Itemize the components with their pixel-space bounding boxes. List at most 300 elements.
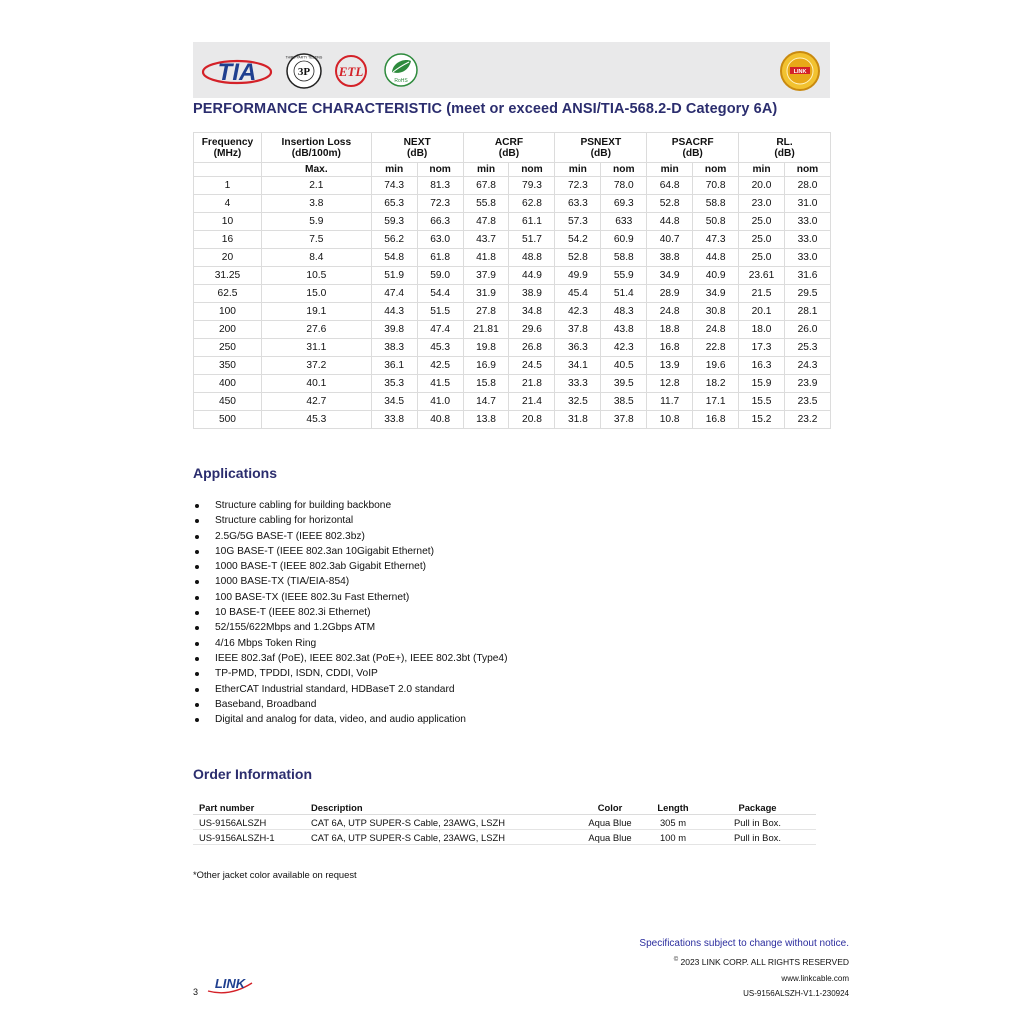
perf-table-cell: 44.8 xyxy=(693,249,739,267)
perf-table-cell: 72.3 xyxy=(555,177,601,195)
application-item xyxy=(193,636,508,651)
perf-table-cell: 42.7 xyxy=(261,393,371,411)
perf-table-cell: 35.3 xyxy=(371,375,417,393)
perf-table-cell: 40.7 xyxy=(647,231,693,249)
perf-subheader-cell: min xyxy=(371,163,417,177)
bullet-icon xyxy=(195,642,199,646)
perf-table-cell: 60.9 xyxy=(601,231,647,249)
perf-table-cell: 66.3 xyxy=(417,213,463,231)
perf-table-cell: 17.1 xyxy=(693,393,739,411)
perf-table-cell: 54.8 xyxy=(371,249,417,267)
perf-table-cell: 20.1 xyxy=(739,303,785,321)
perf-table-row xyxy=(194,249,831,267)
application-item-text: 100 BASE-TX (IEEE 802.3u Fast Ethernet) xyxy=(215,591,410,603)
perf-table-cell: 40.1 xyxy=(261,375,371,393)
perf-table-cell: 14.7 xyxy=(463,393,509,411)
threep-ring-text: THIRD PARTY TESTING xyxy=(285,55,323,60)
perf-table-cell: 59.3 xyxy=(371,213,417,231)
perf-table-cell: 28.1 xyxy=(784,303,830,321)
perf-table-cell: 21.5 xyxy=(739,285,785,303)
perf-table-cell: 12.8 xyxy=(647,375,693,393)
order-table-cell: Aqua Blue xyxy=(573,815,647,830)
perf-table-cell: 31.0 xyxy=(784,195,830,213)
perf-table-cell: 16.3 xyxy=(739,357,785,375)
perf-table-row xyxy=(194,357,831,375)
perf-table-cell: 15.8 xyxy=(463,375,509,393)
spec-change-notice: Specifications subject to change without notice. xyxy=(639,938,849,949)
application-item-text: IEEE 802.3af (PoE), IEEE 802.3at (PoE+), IEEE 802.3bt (Type4) xyxy=(215,652,508,664)
perf-table-cell: 26.8 xyxy=(509,339,555,357)
perf-table-cell: 54.4 xyxy=(417,285,463,303)
perf-table-cell: 41.0 xyxy=(417,393,463,411)
perf-table-cell: 10.5 xyxy=(261,267,371,285)
perf-header-unit: (dB) xyxy=(406,147,428,159)
perf-table-cell: 37.2 xyxy=(261,357,371,375)
perf-table-cell: 45.3 xyxy=(417,339,463,357)
perf-table-cell: 1 xyxy=(194,177,262,195)
perf-header-unit: (dB) xyxy=(590,147,611,159)
order-header-cell: Package xyxy=(699,800,816,815)
perf-table-cell: 18.0 xyxy=(739,321,785,339)
rohs-logo-text: RoHS xyxy=(394,78,408,84)
perf-table-cell: 47.8 xyxy=(463,213,509,231)
perf-table-cell: 58.8 xyxy=(601,249,647,267)
order-header-cell: Color xyxy=(573,800,647,815)
order-table-cell: Pull in Box. xyxy=(699,830,816,845)
perf-table-cell: 15.5 xyxy=(739,393,785,411)
perf-table-cell: 63.3 xyxy=(555,195,601,213)
perf-table-row xyxy=(194,411,831,429)
perf-table-cell: 200 xyxy=(194,321,262,339)
perf-table-cell: 31.1 xyxy=(261,339,371,357)
perf-table-cell: 25.0 xyxy=(739,249,785,267)
perf-table-cell: 29.5 xyxy=(784,285,830,303)
application-item xyxy=(193,682,508,697)
application-item xyxy=(193,651,508,666)
application-item-text: Structure cabling for horizontal xyxy=(215,515,354,527)
perf-table-row xyxy=(194,195,831,213)
bullet-icon xyxy=(195,718,199,722)
tia-logo xyxy=(201,56,273,86)
perf-table-cell: 19.8 xyxy=(463,339,509,357)
perf-table-cell: 34.9 xyxy=(693,285,739,303)
application-item xyxy=(193,544,508,559)
perf-table-row xyxy=(194,393,831,411)
perf-table-cell: 13.8 xyxy=(463,411,509,429)
perf-table-cell: 51.7 xyxy=(509,231,555,249)
perf-subheader-cell: nom xyxy=(417,163,463,177)
perf-table-cell: 44.3 xyxy=(371,303,417,321)
perf-table-row xyxy=(194,285,831,303)
perf-subheader-cell: nom xyxy=(784,163,830,177)
perf-table-cell: 400 xyxy=(194,375,262,393)
perf-header-unit: (dB) xyxy=(682,147,703,159)
perf-table-cell: 28.9 xyxy=(647,285,693,303)
performance-table xyxy=(193,132,831,429)
perf-table-cell: 40.5 xyxy=(601,357,647,375)
perf-table-cell: 34.1 xyxy=(555,357,601,375)
perf-table-cell: 10 xyxy=(194,213,262,231)
perf-table-cell: 69.3 xyxy=(601,195,647,213)
perf-table-cell: 17.3 xyxy=(739,339,785,357)
application-item xyxy=(193,529,508,544)
application-item xyxy=(193,712,508,727)
perf-subheader-cell: min xyxy=(739,163,785,177)
application-item xyxy=(193,697,508,712)
perf-table-cell: 51.4 xyxy=(601,285,647,303)
perf-table-cell: 31.25 xyxy=(194,267,262,285)
bullet-icon xyxy=(195,504,199,508)
perf-table-cell: 67.8 xyxy=(463,177,509,195)
bullet-icon xyxy=(195,611,199,615)
perf-table-cell: 16 xyxy=(194,231,262,249)
application-item-text: Digital and analog for data, video, and audio application xyxy=(215,714,466,726)
order-table-cell: Aqua Blue xyxy=(573,830,647,845)
perf-table-cell: 81.3 xyxy=(417,177,463,195)
perf-table-cell: 43.7 xyxy=(463,231,509,249)
application-item xyxy=(193,498,508,513)
perf-table-cell: 79.3 xyxy=(509,177,555,195)
performance-title: PERFORMANCE CHARACTERISTIC (meet or exceed ANSI/TIA-568.2-D Category 6A) xyxy=(193,101,778,117)
perf-table-cell: 250 xyxy=(194,339,262,357)
perf-table-cell: 16.9 xyxy=(463,357,509,375)
perf-header-unit: (dB) xyxy=(774,147,795,159)
application-item-text: 10G BASE-T (IEEE 802.3an 10Gigabit Ethernet) xyxy=(215,545,434,557)
perf-table-cell: 56.2 xyxy=(371,231,417,249)
link-logo xyxy=(204,973,256,997)
perf-table-cell: 37.8 xyxy=(555,321,601,339)
perf-table-cell: 10.8 xyxy=(647,411,693,429)
perf-table-cell: 48.8 xyxy=(509,249,555,267)
perf-table-cell: 16.8 xyxy=(647,339,693,357)
perf-table-row xyxy=(194,267,831,285)
perf-table-cell: 4 xyxy=(194,195,262,213)
perf-table-cell: 24.3 xyxy=(784,357,830,375)
perf-table-cell: 55.9 xyxy=(601,267,647,285)
perf-table-cell: 42.3 xyxy=(601,339,647,357)
bullet-icon xyxy=(195,688,199,692)
perf-table-cell: 350 xyxy=(194,357,262,375)
perf-table-cell: 21.81 xyxy=(463,321,509,339)
perf-header-cell xyxy=(261,133,371,163)
perf-table-cell: 41.5 xyxy=(417,375,463,393)
application-item-text: 1000 BASE-TX (TIA/EIA-854) xyxy=(215,576,350,588)
bullet-icon xyxy=(195,672,199,676)
perf-table-cell: 32.5 xyxy=(555,393,601,411)
copyright-symbol: © xyxy=(673,957,679,964)
perf-table-cell: 19.6 xyxy=(693,357,739,375)
etl-logo-text: ETL xyxy=(338,64,364,79)
applications-title: Applications xyxy=(193,465,278,481)
application-item-text: EtherCAT Industrial standard, HDBaseT 2.0 standard xyxy=(215,683,455,695)
perf-table-cell: 47.3 xyxy=(693,231,739,249)
perf-header-label: RL. xyxy=(776,136,793,148)
page-number: 3 xyxy=(193,987,199,997)
jacket-color-note: *Other jacket color available on request xyxy=(193,869,357,880)
perf-table-cell: 39.5 xyxy=(601,375,647,393)
perf-table-cell: 38.9 xyxy=(509,285,555,303)
perf-table-cell: 50.8 xyxy=(693,213,739,231)
perf-table-cell: 55.8 xyxy=(463,195,509,213)
perf-table-cell: 70.8 xyxy=(693,177,739,195)
order-header-cell: Part number xyxy=(193,800,305,815)
perf-table-cell: 36.1 xyxy=(371,357,417,375)
perf-table-cell: 37.8 xyxy=(601,411,647,429)
bullet-icon xyxy=(195,519,199,523)
perf-table-cell: 20 xyxy=(194,249,262,267)
perf-table-cell: 43.8 xyxy=(601,321,647,339)
application-item-text: 1000 BASE-T (IEEE 802.3ab Gigabit Ethernet) xyxy=(215,561,427,573)
perf-table-cell: 61.8 xyxy=(417,249,463,267)
award-badge-text: LINK xyxy=(793,69,807,75)
perf-table-cell: 42.5 xyxy=(417,357,463,375)
perf-table-cell: 25.3 xyxy=(784,339,830,357)
perf-table-row xyxy=(194,213,831,231)
perf-table-cell: 24.8 xyxy=(693,321,739,339)
perf-table-cell: 40.8 xyxy=(417,411,463,429)
perf-subheader-cell: min xyxy=(555,163,601,177)
perf-table-cell: 38.5 xyxy=(601,393,647,411)
perf-header-cell xyxy=(371,133,463,163)
perf-table-cell: 21.8 xyxy=(509,375,555,393)
order-table xyxy=(193,800,816,845)
application-item xyxy=(193,605,508,620)
perf-header-label: ACRF xyxy=(494,136,524,148)
perf-subheader-cell: nom xyxy=(693,163,739,177)
application-item xyxy=(193,590,508,605)
perf-table-cell: 34.8 xyxy=(509,303,555,321)
perf-table-cell: 23.2 xyxy=(784,411,830,429)
perf-table-cell: 633 xyxy=(601,213,647,231)
bullet-icon xyxy=(195,703,199,707)
perf-table-cell: 24.5 xyxy=(509,357,555,375)
perf-table-cell: 34.9 xyxy=(647,267,693,285)
bullet-icon xyxy=(195,657,199,661)
perf-table-cell: 78.0 xyxy=(601,177,647,195)
perf-header-label: PSACRF xyxy=(671,136,714,148)
perf-table-cell: 33.3 xyxy=(555,375,601,393)
perf-table-cell: 51.5 xyxy=(417,303,463,321)
perf-table-cell: 31.8 xyxy=(555,411,601,429)
bullet-icon xyxy=(195,626,199,630)
order-table-cell: US-9156ALSZH xyxy=(193,815,305,830)
perf-table-cell: 45.4 xyxy=(555,285,601,303)
perf-table-cell: 29.6 xyxy=(509,321,555,339)
perf-table-cell: 59.0 xyxy=(417,267,463,285)
perf-table-cell: 21.4 xyxy=(509,393,555,411)
perf-table-cell: 27.6 xyxy=(261,321,371,339)
application-item-text: 4/16 Mbps Token Ring xyxy=(215,637,317,649)
perf-table-row xyxy=(194,375,831,393)
perf-table-cell: 11.7 xyxy=(647,393,693,411)
order-table-cell: CAT 6A, UTP SUPER-S Cable, 23AWG, LSZH xyxy=(305,830,573,845)
perf-table-cell: 63.0 xyxy=(417,231,463,249)
perf-table-cell: 40.9 xyxy=(693,267,739,285)
perf-table-row xyxy=(194,177,831,195)
perf-header-label: Frequency xyxy=(201,136,254,148)
bullet-icon xyxy=(195,565,199,569)
link-award-badge xyxy=(779,50,821,92)
perf-table-cell: 33.8 xyxy=(371,411,417,429)
logo-band xyxy=(193,42,830,98)
copyright-text: 2023 LINK CORP. ALL RIGHTS RESERVED xyxy=(680,957,849,967)
perf-table-cell: 15.9 xyxy=(739,375,785,393)
applications-list xyxy=(193,498,508,727)
perf-header-unit: (dB) xyxy=(498,147,520,159)
tia-logo-text: TIA xyxy=(217,59,257,86)
perf-table-row xyxy=(194,303,831,321)
perf-table-cell: 44.8 xyxy=(647,213,693,231)
order-table-row xyxy=(193,815,816,830)
perf-table-cell: 45.3 xyxy=(261,411,371,429)
application-item xyxy=(193,574,508,589)
perf-table-cell: 47.4 xyxy=(417,321,463,339)
perf-table-cell: 65.3 xyxy=(371,195,417,213)
perf-table-cell: 39.8 xyxy=(371,321,417,339)
perf-table-cell: 33.0 xyxy=(784,231,830,249)
threep-logo-text: 3P xyxy=(297,66,311,78)
perf-table-cell: 62.8 xyxy=(509,195,555,213)
perf-table-cell: 3.8 xyxy=(261,195,371,213)
perf-subheader-cell: Max. xyxy=(261,163,371,177)
perf-table-cell: 2.1 xyxy=(261,177,371,195)
perf-table-cell: 74.3 xyxy=(371,177,417,195)
order-table-cell: US-9156ALSZH-1 xyxy=(193,830,305,845)
perf-table-row xyxy=(194,231,831,249)
perf-header-label: Insertion Loss xyxy=(281,136,352,148)
application-item xyxy=(193,620,508,635)
perf-table-cell: 47.4 xyxy=(371,285,417,303)
perf-table-cell: 64.8 xyxy=(647,177,693,195)
perf-table-cell: 27.8 xyxy=(463,303,509,321)
order-table-cell: 305 m xyxy=(647,815,699,830)
link-logo-text: LINK xyxy=(214,976,246,991)
perf-table-cell: 38.8 xyxy=(647,249,693,267)
perf-table-row xyxy=(194,321,831,339)
perf-table-cell: 100 xyxy=(194,303,262,321)
perf-table-cell: 44.9 xyxy=(509,267,555,285)
application-item xyxy=(193,559,508,574)
third-party-testing-logo xyxy=(285,52,323,90)
application-item-text: Baseband, Broadband xyxy=(215,698,317,710)
perf-table-cell: 30.8 xyxy=(693,303,739,321)
website-text: www.linkcable.com xyxy=(781,974,849,983)
copyright-line xyxy=(674,957,849,967)
perf-header-unit: (dB/100m) xyxy=(291,147,341,159)
perf-table-cell: 7.5 xyxy=(261,231,371,249)
perf-table-cell: 25.0 xyxy=(739,213,785,231)
application-item-text: 52/155/622Mbps and 1.2Gbps ATM xyxy=(215,622,376,634)
perf-table-cell: 23.9 xyxy=(784,375,830,393)
perf-table-cell: 15.0 xyxy=(261,285,371,303)
perf-table-cell: 20.0 xyxy=(739,177,785,195)
bullet-icon xyxy=(195,535,199,539)
order-table-cell: Pull in Box. xyxy=(699,815,816,830)
bullet-icon xyxy=(195,596,199,600)
perf-header-unit: (MHz) xyxy=(213,147,242,159)
perf-table-cell: 13.9 xyxy=(647,357,693,375)
perf-table-cell: 18.2 xyxy=(693,375,739,393)
perf-table-cell: 24.8 xyxy=(647,303,693,321)
perf-table-cell: 23.61 xyxy=(739,267,785,285)
perf-table-cell: 25.0 xyxy=(739,231,785,249)
order-table-cell: CAT 6A, UTP SUPER-S Cable, 23AWG, LSZH xyxy=(305,815,573,830)
order-information-title: Order Information xyxy=(193,766,313,782)
perf-table-cell: 5.9 xyxy=(261,213,371,231)
perf-header-cell xyxy=(555,133,647,163)
perf-table-cell: 22.8 xyxy=(693,339,739,357)
perf-table-cell: 61.1 xyxy=(509,213,555,231)
order-table-row xyxy=(193,830,816,845)
perf-table-cell: 16.8 xyxy=(693,411,739,429)
perf-table-cell: 19.1 xyxy=(261,303,371,321)
order-header-cell: Description xyxy=(305,800,573,815)
perf-table-cell: 28.0 xyxy=(784,177,830,195)
perf-header-cell xyxy=(647,133,739,163)
perf-table-row xyxy=(194,339,831,357)
perf-table-cell: 36.3 xyxy=(555,339,601,357)
perf-table-cell: 48.3 xyxy=(601,303,647,321)
rohs-logo xyxy=(383,52,419,88)
bullet-icon xyxy=(195,580,199,584)
application-item-text: Structure cabling for building backbone xyxy=(215,500,392,511)
perf-header-label: PSNEXT xyxy=(580,136,622,148)
perf-subheader-cell: min xyxy=(463,163,509,177)
perf-table-cell: 26.0 xyxy=(784,321,830,339)
perf-table-cell: 23.0 xyxy=(739,195,785,213)
perf-table-cell: 52.8 xyxy=(555,249,601,267)
perf-table-cell: 33.0 xyxy=(784,249,830,267)
perf-table-cell: 500 xyxy=(194,411,262,429)
perf-table-cell: 20.8 xyxy=(509,411,555,429)
perf-table-cell: 38.3 xyxy=(371,339,417,357)
perf-table-cell: 31.9 xyxy=(463,285,509,303)
perf-table-cell: 31.6 xyxy=(784,267,830,285)
perf-header-label: NEXT xyxy=(403,136,431,148)
perf-table-cell: 49.9 xyxy=(555,267,601,285)
perf-table-cell: 42.3 xyxy=(555,303,601,321)
perf-table-cell: 450 xyxy=(194,393,262,411)
perf-table-cell: 72.3 xyxy=(417,195,463,213)
order-header-cell: Length xyxy=(647,800,699,815)
perf-table-cell: 62.5 xyxy=(194,285,262,303)
perf-table-cell: 54.2 xyxy=(555,231,601,249)
order-table-cell: 100 m xyxy=(647,830,699,845)
perf-table-cell: 37.9 xyxy=(463,267,509,285)
perf-table-cell: 8.4 xyxy=(261,249,371,267)
perf-table-cell: 15.2 xyxy=(739,411,785,429)
perf-subheader-cell: nom xyxy=(601,163,647,177)
perf-header-cell xyxy=(739,133,831,163)
perf-table-cell: 33.0 xyxy=(784,213,830,231)
document-code: US-9156ALSZH-V1.1-230924 xyxy=(743,989,849,998)
perf-subheader-cell: nom xyxy=(509,163,555,177)
perf-table-cell: 58.8 xyxy=(693,195,739,213)
perf-table-cell: 51.9 xyxy=(371,267,417,285)
perf-header-cell xyxy=(463,133,555,163)
perf-subheader-cell: min xyxy=(647,163,693,177)
application-item-text: 2.5G/5G BASE-T (IEEE 802.3bz) xyxy=(215,530,365,542)
perf-table-cell: 23.5 xyxy=(784,393,830,411)
application-item xyxy=(193,513,508,528)
perf-table-cell: 34.5 xyxy=(371,393,417,411)
application-item-text: TP-PMD, TPDDI, ISDN, CDDI, VoIP xyxy=(215,668,378,680)
bullet-icon xyxy=(195,550,199,554)
perf-table-cell: 18.8 xyxy=(647,321,693,339)
etl-logo xyxy=(333,54,369,88)
perf-subheader-cell xyxy=(194,163,262,177)
application-item xyxy=(193,666,508,681)
